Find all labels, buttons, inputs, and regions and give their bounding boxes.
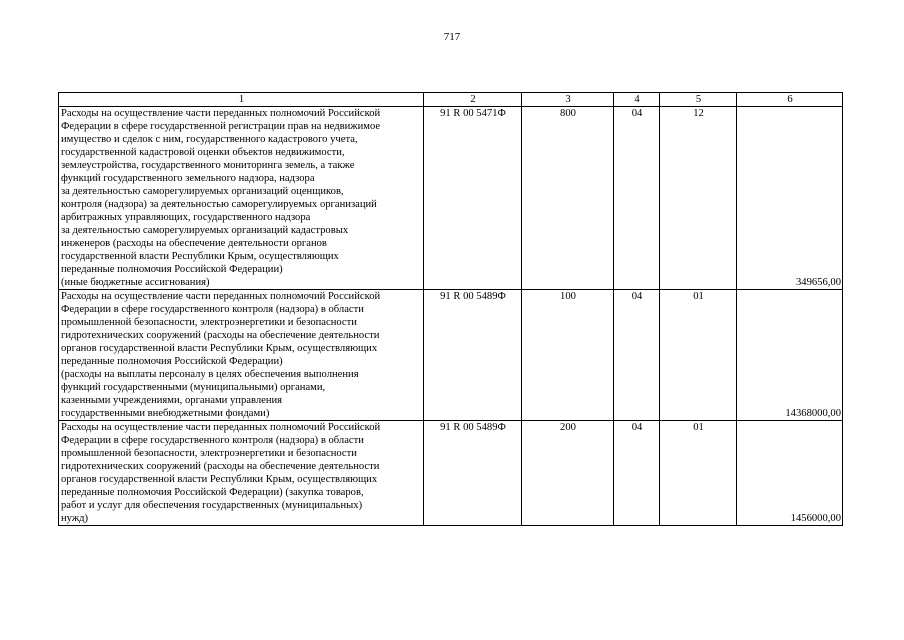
row-amount: 1456000,00: [737, 421, 843, 526]
table-row: [59, 421, 843, 526]
row-description: Расходы на осуществление части переданных полномочий Российской Федерации в сфере государственного контроля (надзора) в области промышленной безопасности, электроэнергетики и безопасности гидротехнических сооружений (расходы на обеспечение деятельности органов государственной власти Республики Крым, осуществляющих переданные полномочия Российской Федерации) (закупка товаров, работ и услуг для обеспечения государственных (муниципальных) нужд): [59, 421, 424, 526]
column-header: 5: [660, 93, 737, 107]
column-header: 2: [424, 93, 522, 107]
table-row: [59, 107, 843, 290]
row-section: 04: [614, 107, 660, 290]
row-subsection: 01: [660, 421, 737, 526]
row-expense-type: 100: [522, 290, 614, 421]
row-expense-type: 200: [522, 421, 614, 526]
row-expense-type: 800: [522, 107, 614, 290]
column-header: 3: [522, 93, 614, 107]
column-header: 4: [614, 93, 660, 107]
budget-table: [58, 92, 843, 526]
row-section: 04: [614, 421, 660, 526]
row-amount: 14368000,00: [737, 290, 843, 421]
table-row: [59, 290, 843, 421]
row-subsection: 01: [660, 290, 737, 421]
row-description: Расходы на осуществление части переданных полномочий Российской Федерации в сфере государственной регистрации прав на недвижимое имущество и сделок с ним, государственного кадастрового учета, государственной кадастровой оценки объектов недвижимости, землеустройства, государственного мониторинга земель, а также функций государственного земельного надзора, надзора за деятельностью саморегулируемых организаций оценщиков, контроля (надзора) за деятельностью саморегулируемых организаций арбитражных управляющих, государственного надзора за деятельностью саморегулируемых организаций кадастровых инженеров (расходы на обеспечение деятельности органов государственной власти Республики Крым, осуществляющих переданные полномочия Российской Федерации) (иные бюджетные ассигнования): [59, 107, 424, 290]
column-header: 6: [737, 93, 843, 107]
row-section: 04: [614, 290, 660, 421]
table-header-row: [59, 93, 843, 107]
row-amount: 349656,00: [737, 107, 843, 290]
column-header: 1: [59, 93, 424, 107]
page-number: 717: [443, 31, 461, 43]
row-subsection: 12: [660, 107, 737, 290]
row-target-code: 91 R 00 5489Ф: [424, 290, 522, 421]
row-target-code: 91 R 00 5489Ф: [424, 421, 522, 526]
row-description: Расходы на осуществление части переданных полномочий Российской Федерации в сфере государственного контроля (надзора) в области промышленной безопасности, электроэнергетики и безопасности гидротехнических сооружений (расходы на обеспечение деятельности органов государственной власти Республики Крым, осуществляющих переданные полномочия Российской Федерации) (расходы на выплаты персоналу в целях обеспечения выполнения функций государственными (муниципальными) органами, казенными учреждениями, органами управления государственными внебюджетными фондами): [59, 290, 424, 421]
row-target-code: 91 R 00 5471Ф: [424, 107, 522, 290]
